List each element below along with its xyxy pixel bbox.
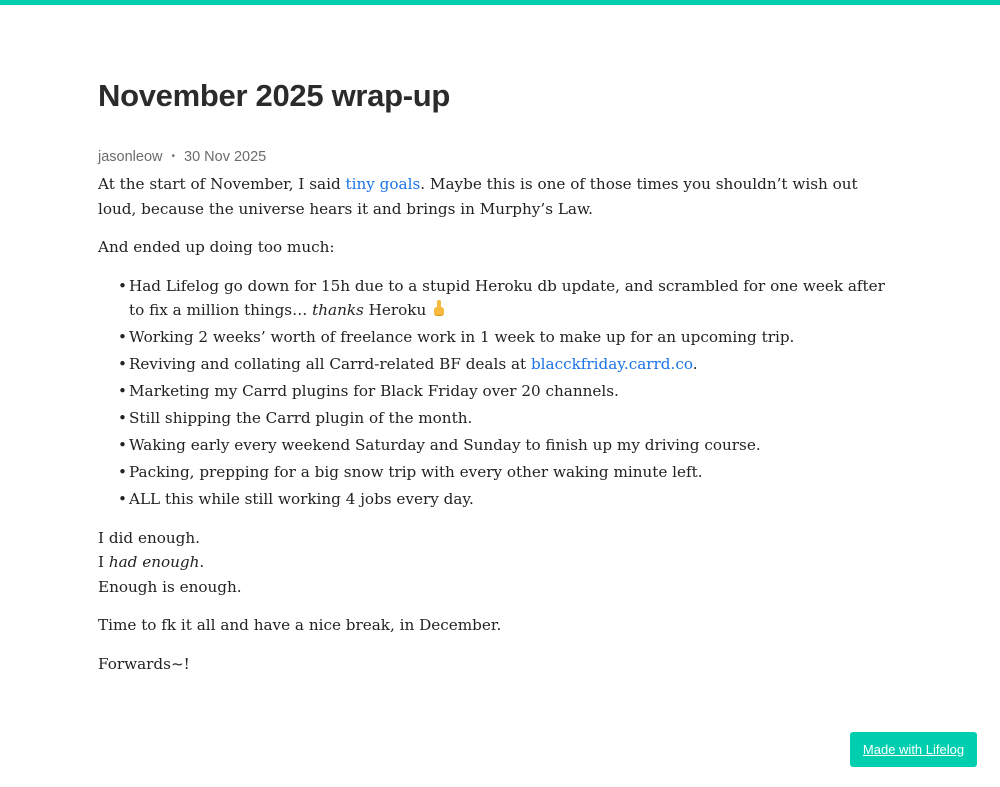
post-body: [98, 172, 888, 690]
bullet-list: [98, 274, 888, 512]
list-item: • Had Lifelog go down for 15h due to a stupid Heroku db update, and scrambled for one week after to fix a million things… thanks Heroku: [118, 274, 888, 323]
paragraph-break: Time to fk it all and have a nice break, in December.: [98, 616, 502, 634]
blackfriday-carrd-link[interactable]: blacckfriday.carrd.co: [530, 355, 693, 373]
list-item: • ALL this while still working 4 jobs every day.: [118, 487, 888, 512]
paragraph-intro: At the start of November, I said tiny goals. Maybe this is one of those times you shouldn’t wish out loud, because the universe hears it and brings in Murphy’s Law.: [98, 175, 858, 218]
paragraph-enough: I did enough. I had enough. Enough is enough.: [98, 528, 242, 596]
paragraph-lead-in: And ended up doing too much:: [98, 238, 335, 256]
post-author: jasonleow: [98, 149, 163, 165]
tiny-goals-link[interactable]: tiny goals: [345, 175, 421, 193]
list-item: • Waking early every weekend Saturday and Sunday to finish up my driving course.: [118, 433, 888, 458]
paragraph-signoff: Forwards~!: [98, 654, 190, 673]
made-with-lifelog-button[interactable]: Made with Lifelog: [850, 732, 977, 767]
post-title: November 2025 wrap-up: [98, 78, 451, 113]
post-date: 30 Nov 2025: [184, 149, 267, 165]
middle-finger-icon: [433, 300, 444, 317]
meta-separator: •: [171, 151, 176, 162]
list-item: • Working 2 weeks’ worth of freelance work in 1 week to make up for an upcoming trip.: [118, 325, 888, 350]
list-item: • Reviving and collating all Carrd-related BF deals at blacckfriday.carrd.co.: [118, 352, 888, 377]
list-item: • Packing, prepping for a big snow trip with every other waking minute left.: [118, 460, 888, 485]
list-item: • Still shipping the Carrd plugin of the month.: [118, 406, 888, 431]
post-meta: [98, 148, 266, 166]
top-accent-bar: [0, 0, 1000, 5]
list-item: • Marketing my Carrd plugins for Black Friday over 20 channels.: [118, 379, 888, 404]
